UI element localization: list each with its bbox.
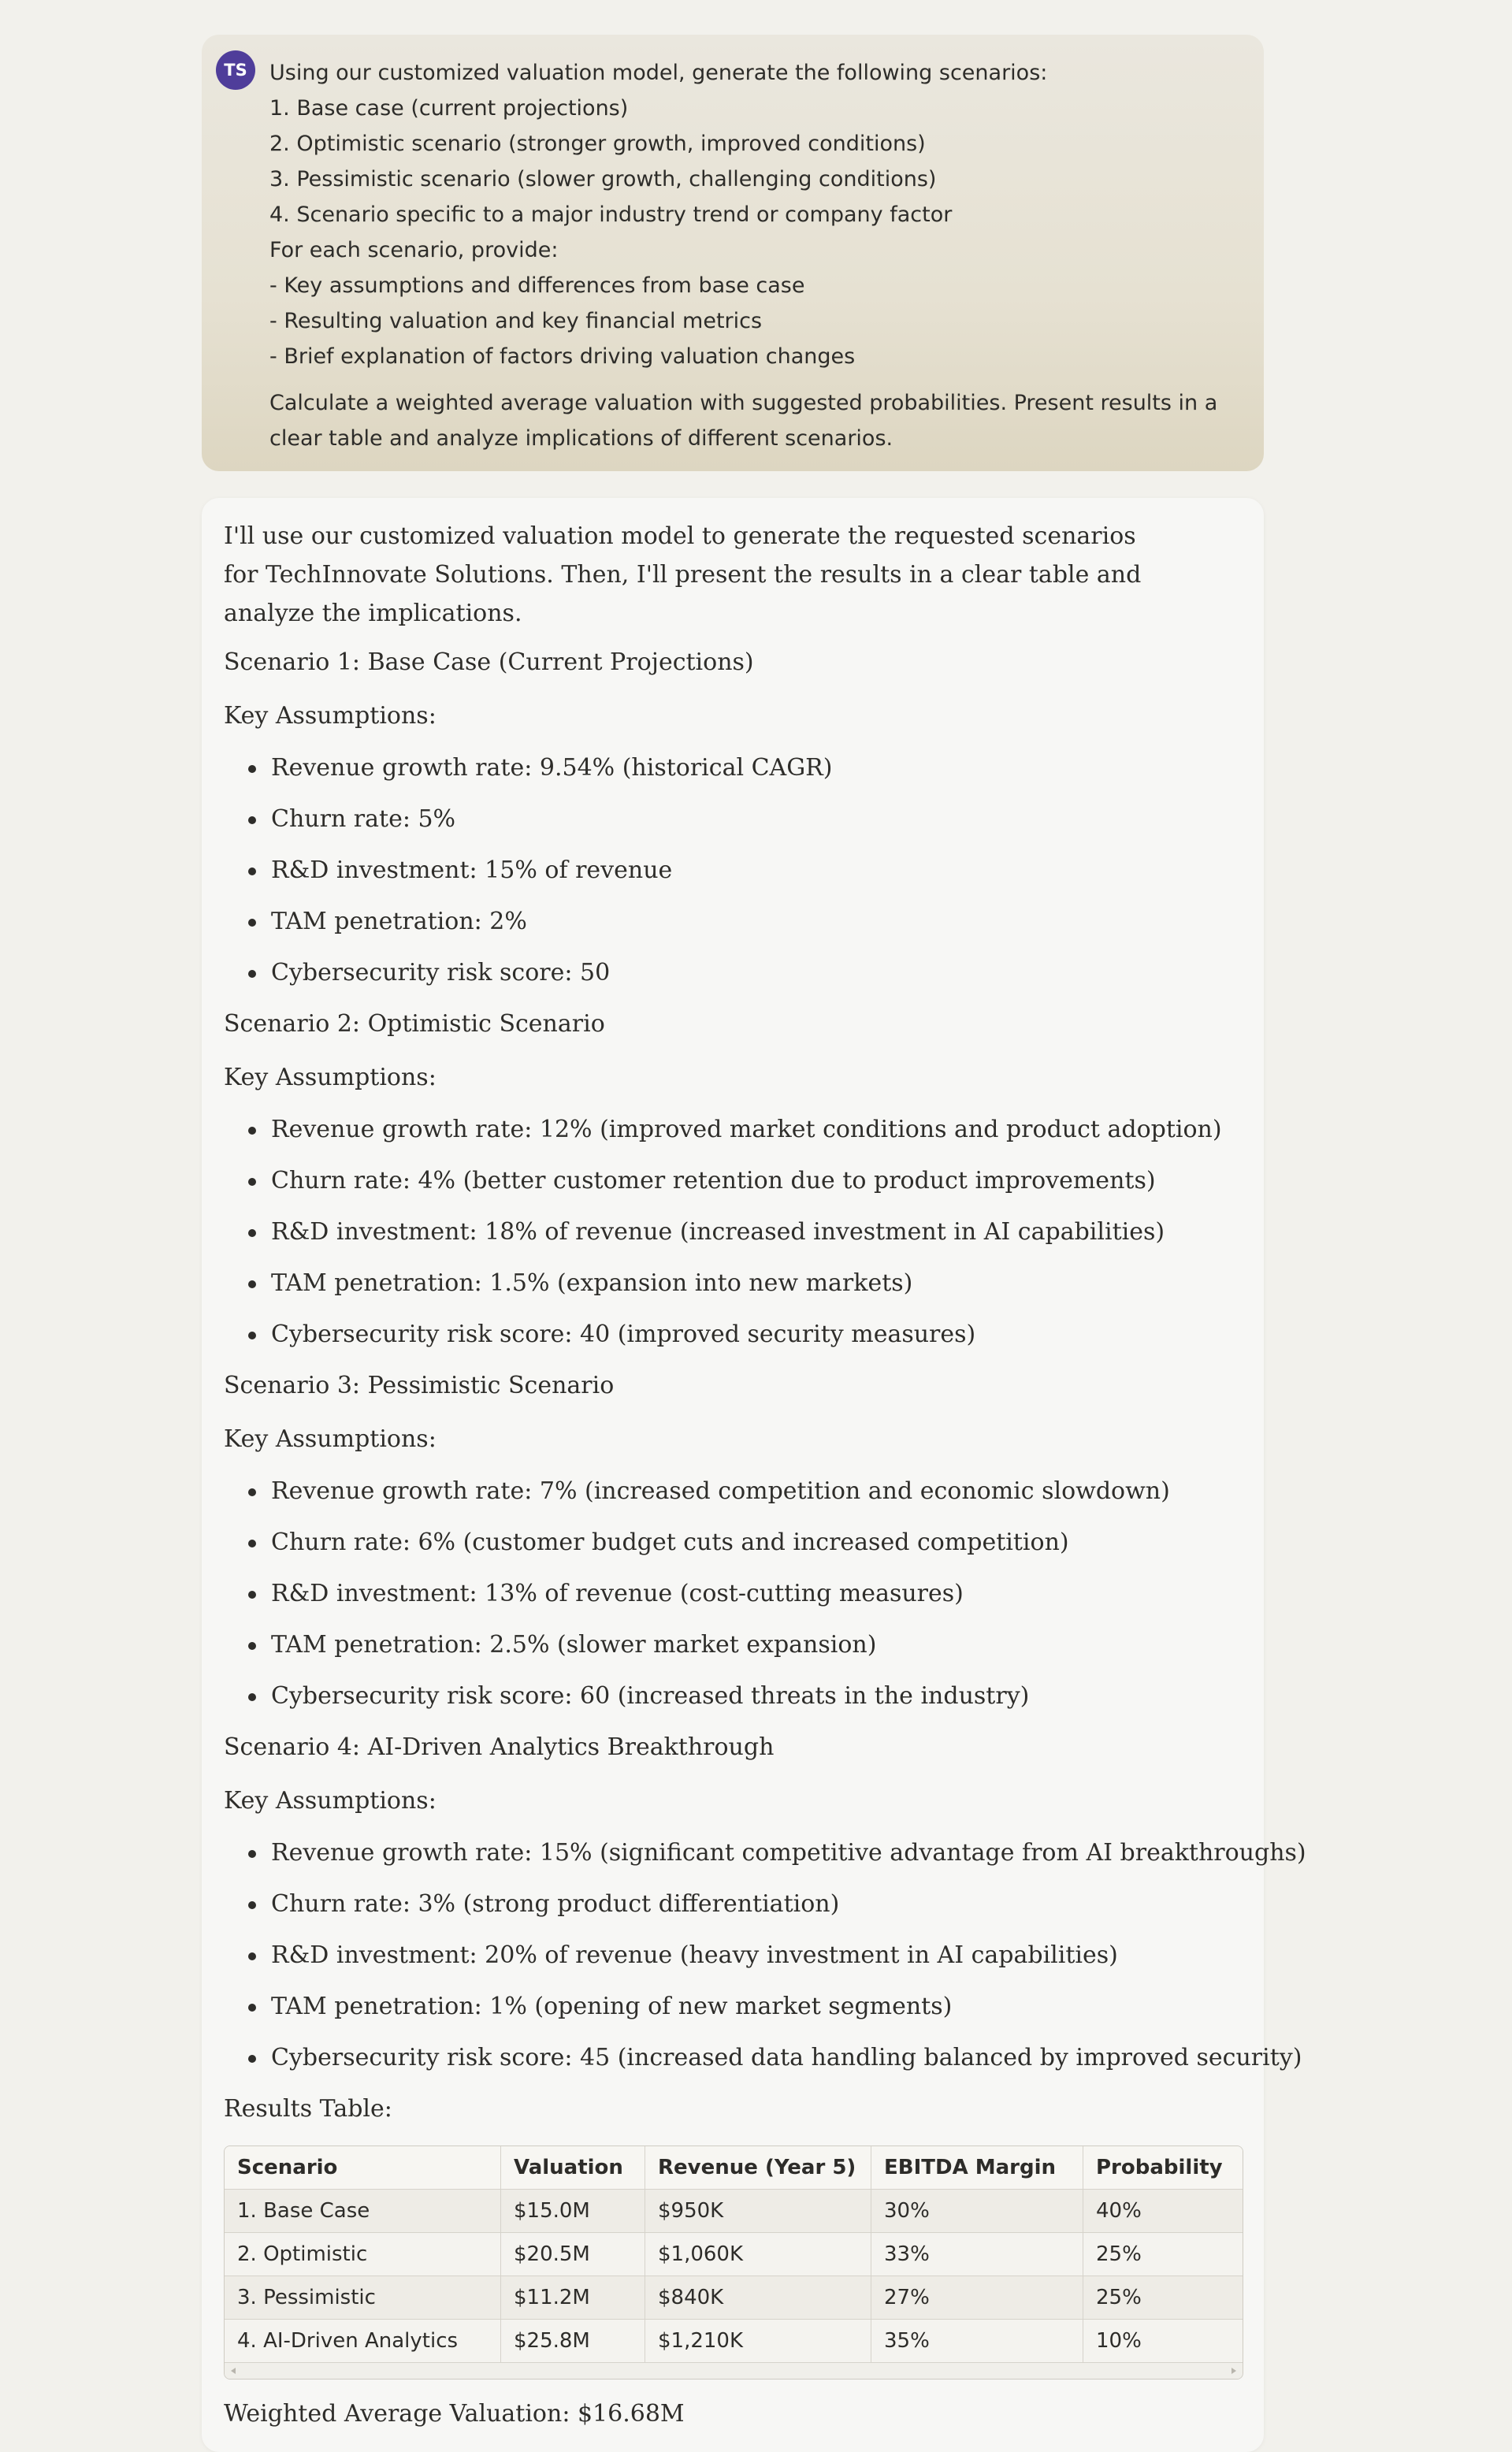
table-row [225,2276,1243,2320]
prompt-line: Using our customized valuation model, generate the following scenarios: [269,61,1048,85]
assumptions-list [224,1113,1242,1352]
prompt-line: For each scenario, provide: [269,238,559,262]
assumptions-list [224,1836,1306,2075]
assumptions-label: Key Assumptions: [224,1064,437,1091]
prompt-line: 2. Optimistic scenario (stronger growth, improved conditions) [269,132,926,156]
table-cell: $840K [645,2276,871,2320]
scenario-title: Scenario 2: Optimistic Scenario [224,1010,605,1038]
user-avatar[interactable]: TS [216,50,255,90]
table-row [225,2233,1243,2276]
table-cell: 25% [1083,2233,1243,2276]
prompt-line: - Key assumptions and differences from base case [269,273,805,298]
table-cell: $11.2M [501,2276,645,2320]
list-item: TAM penetration: 2% [224,905,1242,939]
table-cell: $15.0M [501,2190,645,2233]
prompt-line: 4. Scenario specific to a major industry trend or company factor [269,202,953,227]
table-cell: 2. Optimistic [225,2233,501,2276]
table-cell: 33% [871,2233,1083,2276]
table-header-row [225,2146,1243,2190]
scroll-left-icon[interactable] [231,2368,236,2374]
list-item: R&D investment: 15% of revenue [224,853,1242,888]
assumptions-list [224,1474,1242,1714]
assistant-message [202,498,1306,2452]
list-item: R&D investment: 13% of revenue (cost-cutting measures) [224,1577,1242,1611]
scroll-right-icon[interactable] [1232,2368,1236,2374]
table-row [225,2320,1243,2363]
column-header: Scenario [225,2146,501,2190]
table-cell: 4. AI-Driven Analytics [225,2320,501,2363]
table-cell: 25% [1083,2276,1243,2320]
list-item: Cybersecurity risk score: 60 (increased threats in the industry) [224,1679,1242,1714]
table-cell: 10% [1083,2320,1243,2363]
results-table [224,2146,1243,2380]
table-cell: $25.8M [501,2320,645,2363]
assumptions-label: Key Assumptions: [224,1425,437,1453]
list-item: Cybersecurity risk score: 50 [224,956,1242,990]
list-item: Churn rate: 4% (better customer retention due to product improvements) [224,1164,1242,1198]
list-item: R&D investment: 18% of revenue (increased investment in AI capabilities) [224,1215,1242,1250]
table-cell: $1,210K [645,2320,871,2363]
list-item: Revenue growth rate: 9.54% (historical CAGR) [224,751,1242,786]
list-item: Revenue growth rate: 7% (increased competition and economic slowdown) [224,1474,1242,1509]
prompt-line: - Brief explanation of factors driving valuation changes [269,344,856,369]
table-cell: 27% [871,2276,1083,2320]
table-horizontal-scrollbar[interactable] [225,2363,1243,2379]
column-header: Valuation [501,2146,645,2190]
table-cell: 1. Base Case [225,2190,501,2233]
column-header: EBITDA Margin [871,2146,1083,2190]
scenario-title: Scenario 1: Base Case (Current Projections) [224,648,754,676]
column-header: Probability [1083,2146,1243,2190]
response-intro: I'll use our customized valuation model to generate the requested scenarios for TechInnovate Solutions. Then, I'll present the results in a clear table and analyze the implications. [224,522,1142,627]
prompt-line: - Resulting valuation and key financial metrics [269,309,763,333]
assumptions-label: Key Assumptions: [224,1787,437,1815]
prompt-closing: Calculate a weighted average valuation with suggested probabilities. Present results in a clear table and analyze implications of different scenarios. [269,391,1218,451]
list-item: TAM penetration: 1% (opening of new market segments) [224,1989,1242,2024]
list-item: Cybersecurity risk score: 45 (increased data handling balanced by improved security) [224,2041,1242,2075]
list-item: TAM penetration: 2.5% (slower market expansion) [224,1628,1242,1663]
table-cell: 30% [871,2190,1083,2233]
prompt-line: 3. Pessimistic scenario (slower growth, challenging conditions) [269,167,937,191]
list-item: Churn rate: 6% (customer budget cuts and increased competition) [224,1525,1242,1560]
list-item: Revenue growth rate: 12% (improved market conditions and product adoption) [224,1113,1242,1147]
table-cell: $950K [645,2190,871,2233]
list-item: R&D investment: 20% of revenue (heavy investment in AI capabilities) [224,1938,1242,1973]
list-item: Revenue growth rate: 15% (significant competitive advantage from AI breakthroughs) [224,1836,1242,1871]
list-item: Churn rate: 3% (strong product differentiation) [224,1887,1242,1922]
user-message [202,35,1264,471]
assumptions-label: Key Assumptions: [224,702,437,730]
assumptions-list [224,751,1242,990]
list-item: Cybersecurity risk score: 40 (improved security measures) [224,1317,1242,1352]
table-cell: 3. Pessimistic [225,2276,501,2320]
weighted-average: Weighted Average Valuation: $16.68M [224,2400,685,2428]
table-cell: 40% [1083,2190,1243,2233]
table-row [225,2190,1243,2233]
table-cell: $1,060K [645,2233,871,2276]
results-label: Results Table: [224,2095,392,2123]
prompt-line: 1. Base case (current projections) [269,96,629,121]
table-cell: $20.5M [501,2233,645,2276]
column-header: Revenue (Year 5) [645,2146,871,2190]
scenario-title: Scenario 4: AI-Driven Analytics Breakthrough [224,1733,775,1761]
list-item: TAM penetration: 1.5% (expansion into new markets) [224,1266,1242,1301]
list-item: Churn rate: 5% [224,802,1242,837]
table-cell: 35% [871,2320,1083,2363]
scenario-title: Scenario 3: Pessimistic Scenario [224,1372,615,1399]
